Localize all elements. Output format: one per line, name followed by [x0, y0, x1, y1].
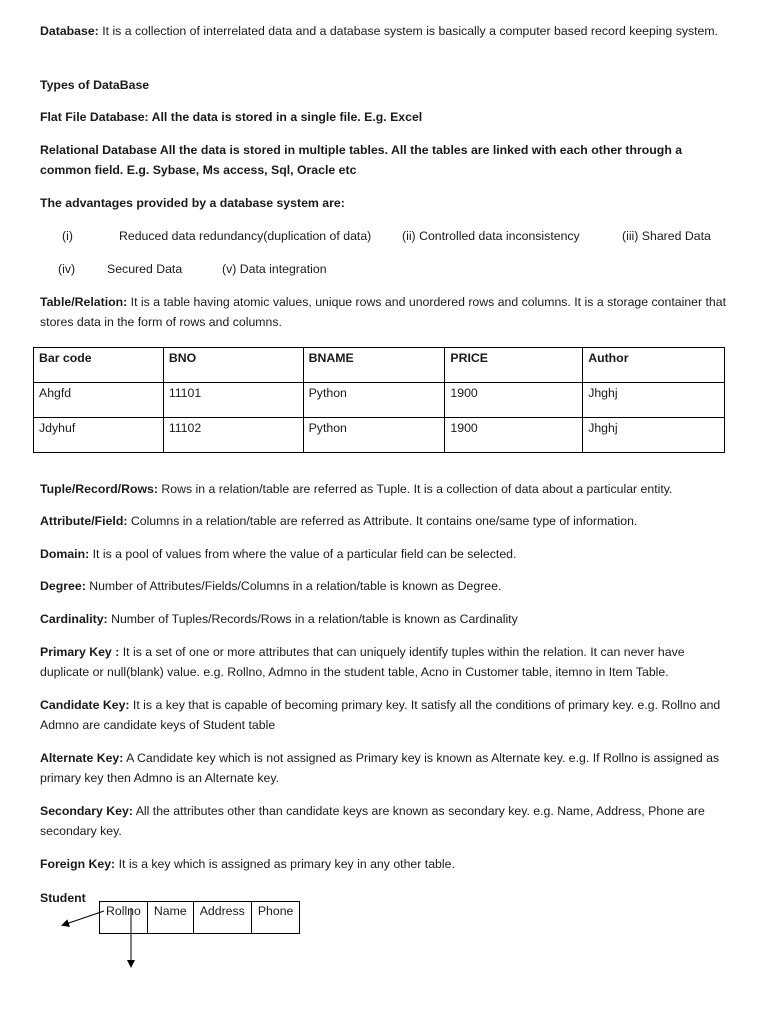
table-cell: 1900 [445, 418, 583, 453]
advantage-ii: (ii) Controlled data inconsistency [402, 229, 580, 243]
foreign-key-definition: Foreign Key: It is a key which is assigned as primary key in any other table. [40, 857, 455, 871]
table-cell: Jhghj [583, 418, 725, 453]
advantage-iii: (iii) Shared Data [622, 229, 711, 243]
table-cell: 11101 [163, 383, 303, 418]
table-header-cell: PRICE [445, 348, 583, 383]
table-cell: Jhghj [583, 383, 725, 418]
table-cell: Python [303, 383, 445, 418]
table-cell: Python [303, 418, 445, 453]
table-cell: 1900 [445, 383, 583, 418]
candidate-key-definition: Candidate Key: It is a key that is capable of becoming primary key. It satisfy all the conditions of primary key. e.g. Rollno and Admno are candidate keys of Student table [40, 698, 721, 732]
advantages-heading: The advantages provided by a database system are: [40, 196, 345, 210]
table-header-cell: BNO [163, 348, 303, 383]
primary-key-definition: Primary Key : It is a set of one or more attributes that can uniquely identify tuples within the relation. It can never have duplicate or null(blank) value. e.g. Rollno, Admno in the student table, Acno in Customer table, itemno in Item Table. [40, 645, 685, 679]
advantage-i-text: Reduced data redundancy(duplication of data) [119, 229, 372, 243]
student-column: Phone [251, 902, 300, 934]
student-column: Name [147, 902, 193, 934]
advantage-i-number: (i) [62, 229, 73, 243]
table-header-cell: BNAME [303, 348, 445, 383]
relational-definition: Relational Database All the data is stored in multiple tables. All the tables are linked with each other through a common field. E.g. Sybase, Ms access, Sql, Oracle etc [40, 143, 683, 177]
student-table-label: Student [40, 891, 86, 905]
left-arrow [63, 911, 104, 925]
types-heading: Types of DataBase [40, 78, 150, 92]
table-relation-definition: Table/Relation: It is a table having atomic values, unique rows and unordered rows and columns. It is a storage container that stores data in the form of rows and columns. [40, 295, 727, 329]
alternate-key-definition: Alternate Key: A Candidate key which is not assigned as Primary key is known as Alternate key. e.g. If Rollno is assigned as primary key then Admno is an Alternate key. [40, 751, 720, 785]
attribute-definition: Attribute/Field: Columns in a relation/table are referred as Attribute. It contains one/same type of information. [40, 514, 638, 528]
tuple-definition: Tuple/Record/Rows: Rows in a relation/table are referred as Tuple. It is a collection of data about a particular entity. [40, 482, 673, 496]
student-column: Rollno [100, 902, 148, 934]
advantage-iv-number: (iv) [58, 262, 76, 276]
table-header-cell: Author [583, 348, 725, 383]
table-cell: Ahgfd [34, 383, 164, 418]
table-cell: 11102 [163, 418, 303, 453]
advantage-iv-text: Secured Data [107, 262, 183, 276]
flat-file-definition: Flat File Database: All the data is stored in a single file. E.g. Excel [40, 110, 423, 124]
advantage-v: (v) Data integration [222, 262, 327, 276]
domain-definition: Domain: It is a pool of values from where the value of a particular field can be selected. [40, 547, 517, 561]
secondary-key-definition: Secondary Key: All the attributes other than candidate keys are known as secondary key. e.g. Name, Address, Phone are secondary key. [40, 804, 705, 838]
student-column: Address [193, 902, 251, 934]
table-cell: Jdyhuf [34, 418, 164, 453]
cardinality-definition: Cardinality: Number of Tuples/Records/Rows in a relation/table is known as Cardinality [40, 612, 518, 626]
table-header-cell: Bar code [34, 348, 164, 383]
degree-definition: Degree: Number of Attributes/Fields/Columns in a relation/table is known as Degree. [40, 579, 502, 593]
database-definition: Database: It is a collection of interrelated data and a database system is basically a computer based record keeping system. [40, 24, 719, 38]
